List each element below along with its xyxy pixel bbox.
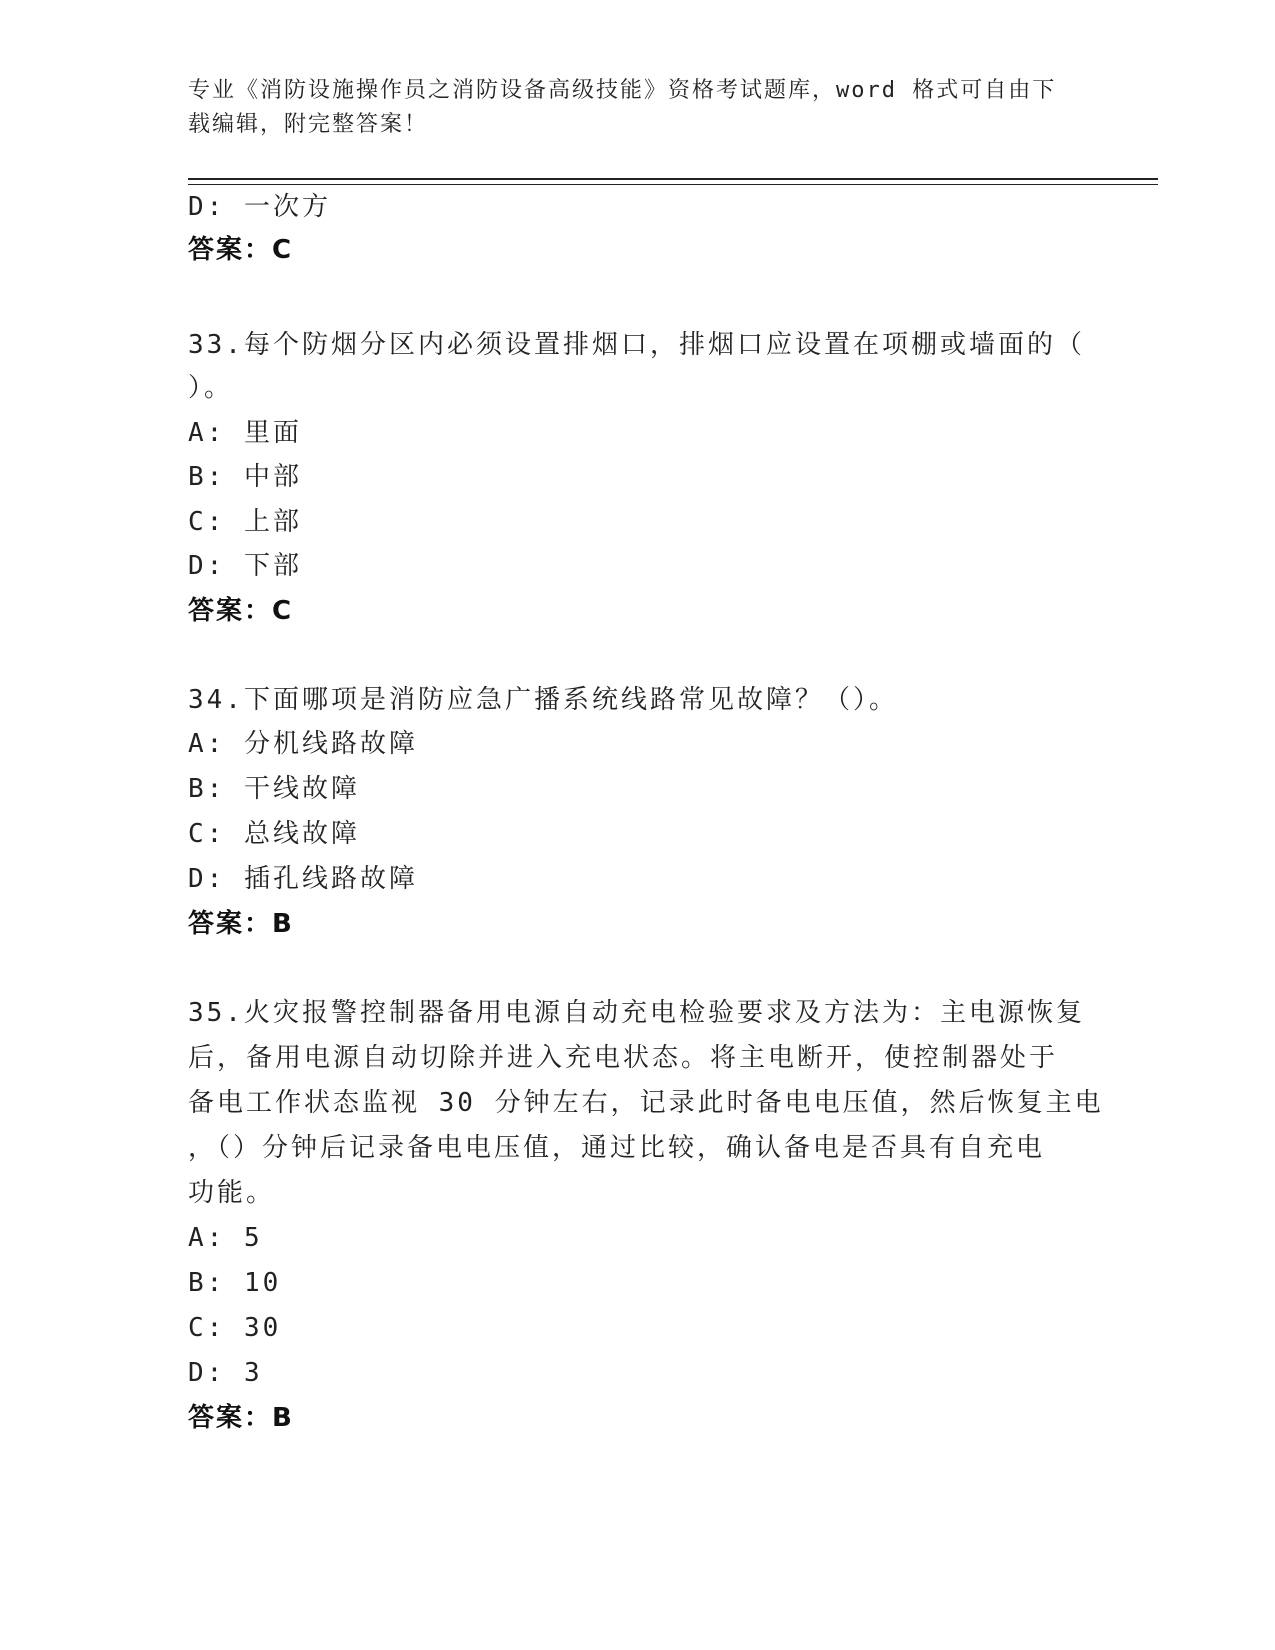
- q34-option-d: D: 插孔线路故障: [188, 864, 418, 894]
- q35-stem-line-5: 功能。: [188, 1178, 276, 1208]
- q35-option-a: A: 5: [188, 1223, 263, 1253]
- q35-stem-line-3: 备电工作状态监视 30 分钟左右，记录此时备电电压值，然后恢复主电: [188, 1088, 1104, 1118]
- q34-option-b: B: 干线故障: [188, 774, 360, 804]
- q33-stem-line-2: ）。: [188, 373, 234, 403]
- q35-option-c: C: 30: [188, 1313, 282, 1343]
- q32-answer: 答案：C: [188, 235, 294, 265]
- document-header: [188, 74, 1068, 142]
- q33-option-a: A: 里面: [188, 418, 302, 448]
- q35-stem-line-4: ，（）分钟后记录备电电压值，通过比较，确认备电是否具有自充电: [188, 1133, 1046, 1163]
- q33-stem-line-1: 33.每个防烟分区内必须设置排烟口，排烟口应设置在项棚或墙面的（: [188, 330, 1085, 360]
- header-divider-thin: [188, 184, 1158, 185]
- q33-answer: 答案：C: [188, 596, 294, 626]
- q35-stem-line-1: 35.火灾报警控制器备用电源自动充电检验要求及方法为：主电源恢复: [188, 998, 1085, 1028]
- q34-answer: 答案：B: [188, 909, 294, 939]
- q34-option-a: A: 分机线路故障: [188, 729, 418, 759]
- q35-option-b: B: 10: [188, 1268, 282, 1298]
- q33-option-d: D: 下部: [188, 551, 302, 581]
- q35-stem-line-2: 后，备用电源自动切除并进入充电状态。将主电断开，使控制器处于: [188, 1043, 1059, 1073]
- q34-option-c: C: 总线故障: [188, 819, 360, 849]
- q33-option-c: C: 上部: [188, 507, 302, 537]
- q32-option-d: D: 一次方: [188, 192, 331, 222]
- header-line-2: 载编辑，附完整答案！: [188, 112, 429, 137]
- q35-answer: 答案：B: [188, 1403, 294, 1433]
- q35-option-d: D: 3: [188, 1358, 263, 1388]
- header-divider-thick: [188, 178, 1158, 180]
- q33-option-b: B: 中部: [188, 462, 302, 492]
- header-line-1: 专业《消防设施操作员之消防设备高级技能》资格考试题库，word 格式可自由下: [188, 78, 1057, 103]
- q34-stem-line-1: 34.下面哪项是消防应急广播系统线路常见故障？（）。: [188, 685, 898, 715]
